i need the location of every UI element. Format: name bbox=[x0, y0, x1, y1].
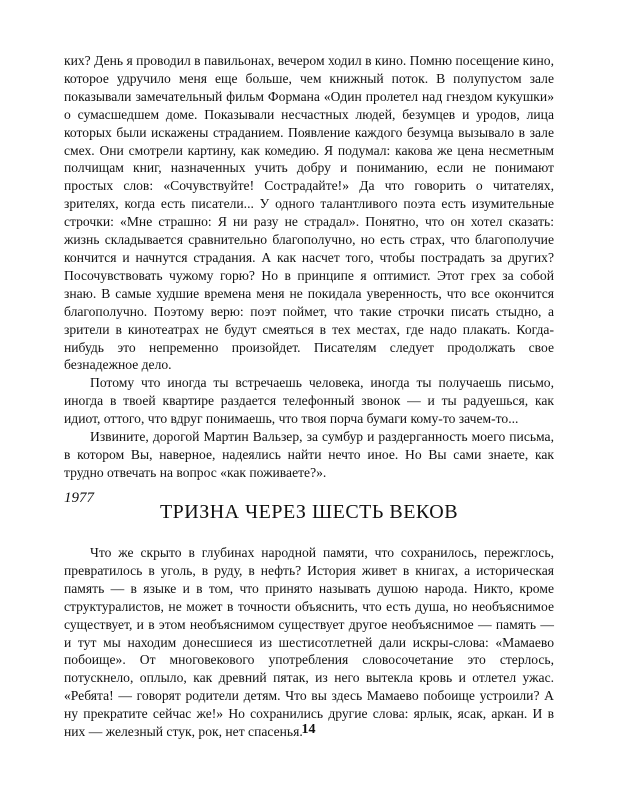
article-text bbox=[64, 544, 554, 741]
article-letter-text bbox=[64, 52, 554, 507]
year-signature: 1977 bbox=[64, 489, 94, 506]
paragraph: Потому что иногда ты встречаешь человека, иногда ты получаешь письмо, иногда в твоей квартире раздается телефонный звонок — и ты радуешься, как идиот, оттого, что вдруг понимаешь, что твоя порча бумаги кому-то зачем-то... bbox=[64, 375, 554, 427]
paragraph: Извините, дорогой Мартин Вальзер, за сумбур и раздерганность моего письма, в котором Вы, наверное, надеялись найти нечто иное. Но Вы сами знаете, как трудно отвечать на вопрос «как поживаете?». bbox=[64, 429, 554, 480]
paragraph: Что же скрыто в глубинах народной памяти, что сохранилось, пережглось, превратилось в уголь, в руду, в нефть? История живет в книгах, а историческая память — в языке и в том, что принято называть душою народа. Никто, кроме структуралистов, не может в точности объяснить, что есть душа, но необъяснимое существует, и в этом необъяснимом существует другое необъяснимое — память — и тут мы находим донесшиеся из шестисотлетней дали искры-слова: «Мамаево побоище». От многовекового употребления словосочетание это стерлось, потускнело, оплыло, как древний пятак, из него вытекла кровь и отлетел ужас. «Ребята! — говорят родители детям. Что вы здесь Мамаево побоище устроили? А ну прекратите сейчас же!» Но сохранились другие слова: ярлык, ясак, аркан. И в них — железный стук, рок, нет спасенья. bbox=[64, 545, 554, 740]
section-title: ТРИЗНА ЧЕРЕЗ ШЕСТЬ ВЕКОВ bbox=[159, 501, 459, 523]
page-number: 14 bbox=[301, 722, 316, 737]
paragraph: ких? День я проводил в павильонах, вечером ходил в кино. Помню посещение кино, которое удручило меня еще больше, чем книжный поток. В полупустом зале показывали замечательный фильм Формана «Один пролетел над гнездом кукушки» о сумасшедшем доме. Показывали несчастных людей, безумцев и уродов, лица которых были искажены страданием. Появление каждого безумца вызывало в зале смех. Они смотрели картину, как комедию. Я подумал: какова же цена несметным полчищам книг, назначенных учить добру и пониманию, если не понимают простых слов: «Сочувствуйте! Сострадайте!» Да что говорить о читателях, зрителях, когда есть писатели... У одного талантливого поэта есть изумительные строчки: «Мне страшно: Я ни разу не страдал». Понятно, что он хотел сказать: жизнь складывается сравнительно благополучно, но есть страх, что благополучие кончится и начнутся страдания. А как насчет того, чтобы пострадать за других? Посочувствовать чужому горю? Но в принципе я оптимист. Этот грех за собой знаю. В самые худшие времена меня не покидала уверенность, что все окончится благополучно. Поэтому верю: поэт поймет, что такие строчки писать стыдно, а зрители в кинотеатрах не будут смеяться в тех местах, где надо плакать. Когда-нибудь это непременно произойдет. Писателям следует продолжать свое безнадежное дело. bbox=[64, 53, 554, 373]
